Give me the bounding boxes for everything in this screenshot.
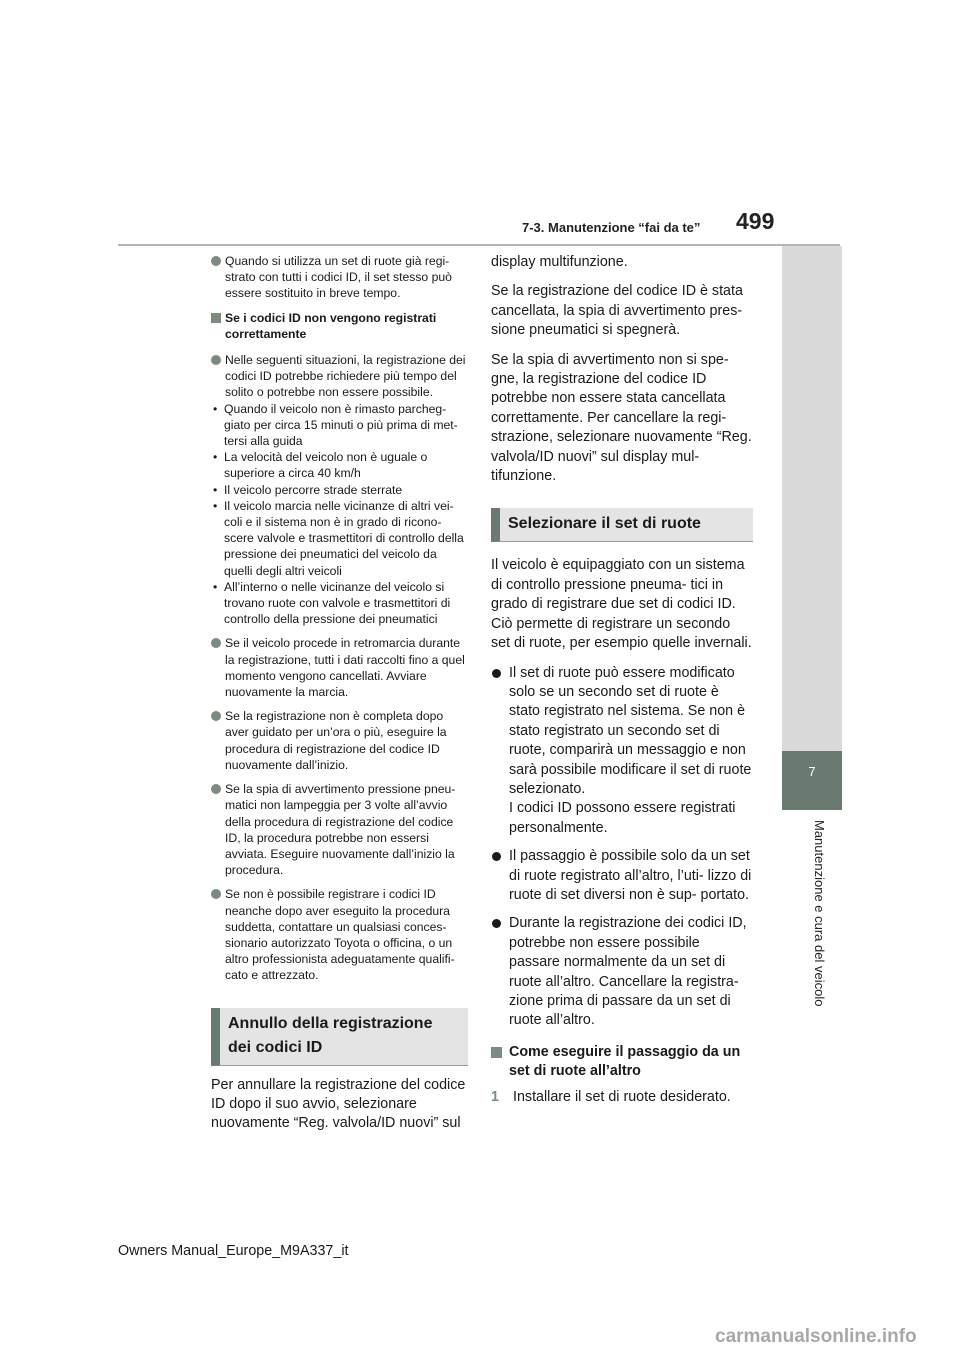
note-item <box>211 708 468 773</box>
note-item <box>211 781 468 878</box>
bullet-text: Durante la registrazione dei codici ID, potrebbe non essere possibile passare normalmente da un set di ruote all’altro. Cancellare la registra- zione prima di passare da un set di ruote all’altro. <box>509 915 747 1029</box>
chapter-tab-bar <box>782 246 842 751</box>
watermark: carmanualsonline.info <box>715 1326 917 1347</box>
paragraph: Se la registrazione del codice ID è stata cancellata, la spia di avvertimento pres- sione pneumatici si spegnerà. <box>491 283 743 339</box>
subheading-text: Se i codici ID non vengono registrati correttamente <box>225 310 437 341</box>
filled-circle-bullet-icon <box>492 852 501 861</box>
page-number: 499 <box>736 208 775 234</box>
paragraph: Se la spia di avvertimento non si spe- gne, la registrazione del codice ID potrebbe non essere stata cancellata correttamente. Per cancellare la regi- strazione, selezionare nuovamente “Reg. valvola/ID nuovi” sul display mul- tifunzione. <box>491 351 752 485</box>
paragraph: Il veicolo è equipaggiato con un sistema di controllo pressione pneuma- tici in grado di registrare due set di codici ID. Ciò permette di registrare un secondo set di ruote, per esempio quelle invernali. <box>491 557 752 652</box>
list-item: • Quando il veicolo non è rimasto parcheg- giato per circa 15 minuti o più prima di met- tersi alla guida <box>213 401 458 449</box>
paragraph: display multifunzione. <box>491 254 628 270</box>
note-item <box>211 886 468 983</box>
square-bullet-icon <box>211 313 221 323</box>
right-column <box>491 253 753 1107</box>
chapter-tab-block <box>782 751 842 810</box>
note-text: Quando si utilizza un set di ruote già regi- strato con tutti i codici ID, il set stesso può essere sostituito in breve tempo. <box>225 254 452 301</box>
bullet-item <box>491 847 753 905</box>
list-item: • Il veicolo percorre strade sterrate <box>213 482 403 497</box>
note-text: Se la registrazione non è completa dopo aver guidato per un’ora o più, eseguire la procedura di registrazione del codice ID nuovamente dall’inizio. <box>225 709 447 772</box>
list-item: • Il veicolo marcia nelle vicinanze di altri vei- coli e il sistema non è in grado di ricono- scere valvole e trasmettitori di controllo della pressione dei pneumatici del veicolo da quelli degli altri veicoli <box>213 498 464 578</box>
list-item: • All’interno o nelle vicinanze del veicolo si trovano ruote con valvole e trasmettitori di controllo della pressione dei pneumatici <box>213 579 451 627</box>
chapter-label: Manutenzione e cura del veicolo <box>812 820 827 1007</box>
bullet-text: Il set di ruote può essere modificato solo se un secondo set di ruote è stato registrato nel sistema. Se non è stato registrato un secondo set di ruote, comparirà un messaggio e non sarà possibile modificare il set di ruote selezionato. <box>509 664 752 797</box>
list-item: • La velocità del veicolo non è uguale o superiore a circa 40 km/h <box>213 450 428 481</box>
section-title-box <box>491 508 753 542</box>
square-bullet-icon <box>491 1047 502 1058</box>
section-title: Annullo della registrazione dei codici ID <box>228 1014 433 1056</box>
header-rule <box>118 244 840 246</box>
circle-bullet-icon <box>211 638 221 648</box>
step-number: 1 <box>491 1088 499 1105</box>
filled-circle-bullet-icon <box>492 669 501 678</box>
filled-circle-bullet-icon <box>492 919 501 928</box>
note-item <box>211 253 468 302</box>
bullet-text: I codici ID possono essere registrati personalmente. <box>509 800 736 836</box>
subheading-text: Come eseguire il passaggio da un set di ruote all’altro <box>509 1043 741 1080</box>
circle-bullet-icon <box>211 784 221 794</box>
step-item <box>491 1088 753 1107</box>
bullet-item <box>491 914 753 1030</box>
note-text: Se il veicolo procede in retromarcia durante la registrazione, tutti i dati raccolti fino a quel momento vengono cancellati. Avviare nuovamente la marcia. <box>225 636 465 700</box>
footer-text: Owners Manual_Europe_M9A337_it <box>118 1243 349 1259</box>
bullet-item <box>491 664 753 839</box>
note-text: Se la spia di avvertimento pressione pneu- matici non lampeggia per 3 volte all’avvio della procedura di registrazione del codice ID, la procedura potrebbe non essersi avviata. Eseguire nuovamente dall’inizio la procedura. <box>225 782 456 878</box>
note-item <box>211 352 468 627</box>
note-text: Se non è possibile registrare i codici ID neanche dopo aver eseguito la procedura suddetta, contattare un qualsiasi conces- sionario autorizzato Toyota o officina, o un altro professionista adeguatamente qualifi- cato e attrezzato. <box>225 887 455 983</box>
circle-bullet-icon <box>211 711 221 721</box>
left-column <box>211 253 468 1144</box>
section-title-box <box>211 1008 468 1066</box>
paragraph: Per annullare la registrazione del codice ID dopo il suo avvio, selezionare nuovamente “Reg. valvola/ID nuovi” sul <box>211 1076 466 1132</box>
subheading <box>491 1043 753 1082</box>
section-title: Selezionare il set di ruote <box>508 515 701 533</box>
note-item <box>211 635 468 700</box>
chapter-number: 7 <box>808 764 816 779</box>
step-text: Installare il set di ruote desiderato. <box>513 1088 731 1105</box>
bullet-text: Il passaggio è possibile solo da un set di ruote registrato all’altro, l’uti- lizzo di ruote di set diversi non è sup- portato. <box>509 848 752 903</box>
situation-list <box>211 401 468 628</box>
note-text: Nelle seguenti situazioni, la registrazione dei codici ID potrebbe richiedere più tempo del solito o potrebbe non essere possibile. <box>225 353 466 400</box>
circle-bullet-icon <box>211 889 221 899</box>
circle-bullet-icon <box>211 355 221 365</box>
circle-bullet-icon <box>211 256 221 266</box>
section-header: 7-3. Manutenzione “fai da te” <box>522 220 701 235</box>
subheading <box>211 310 468 342</box>
